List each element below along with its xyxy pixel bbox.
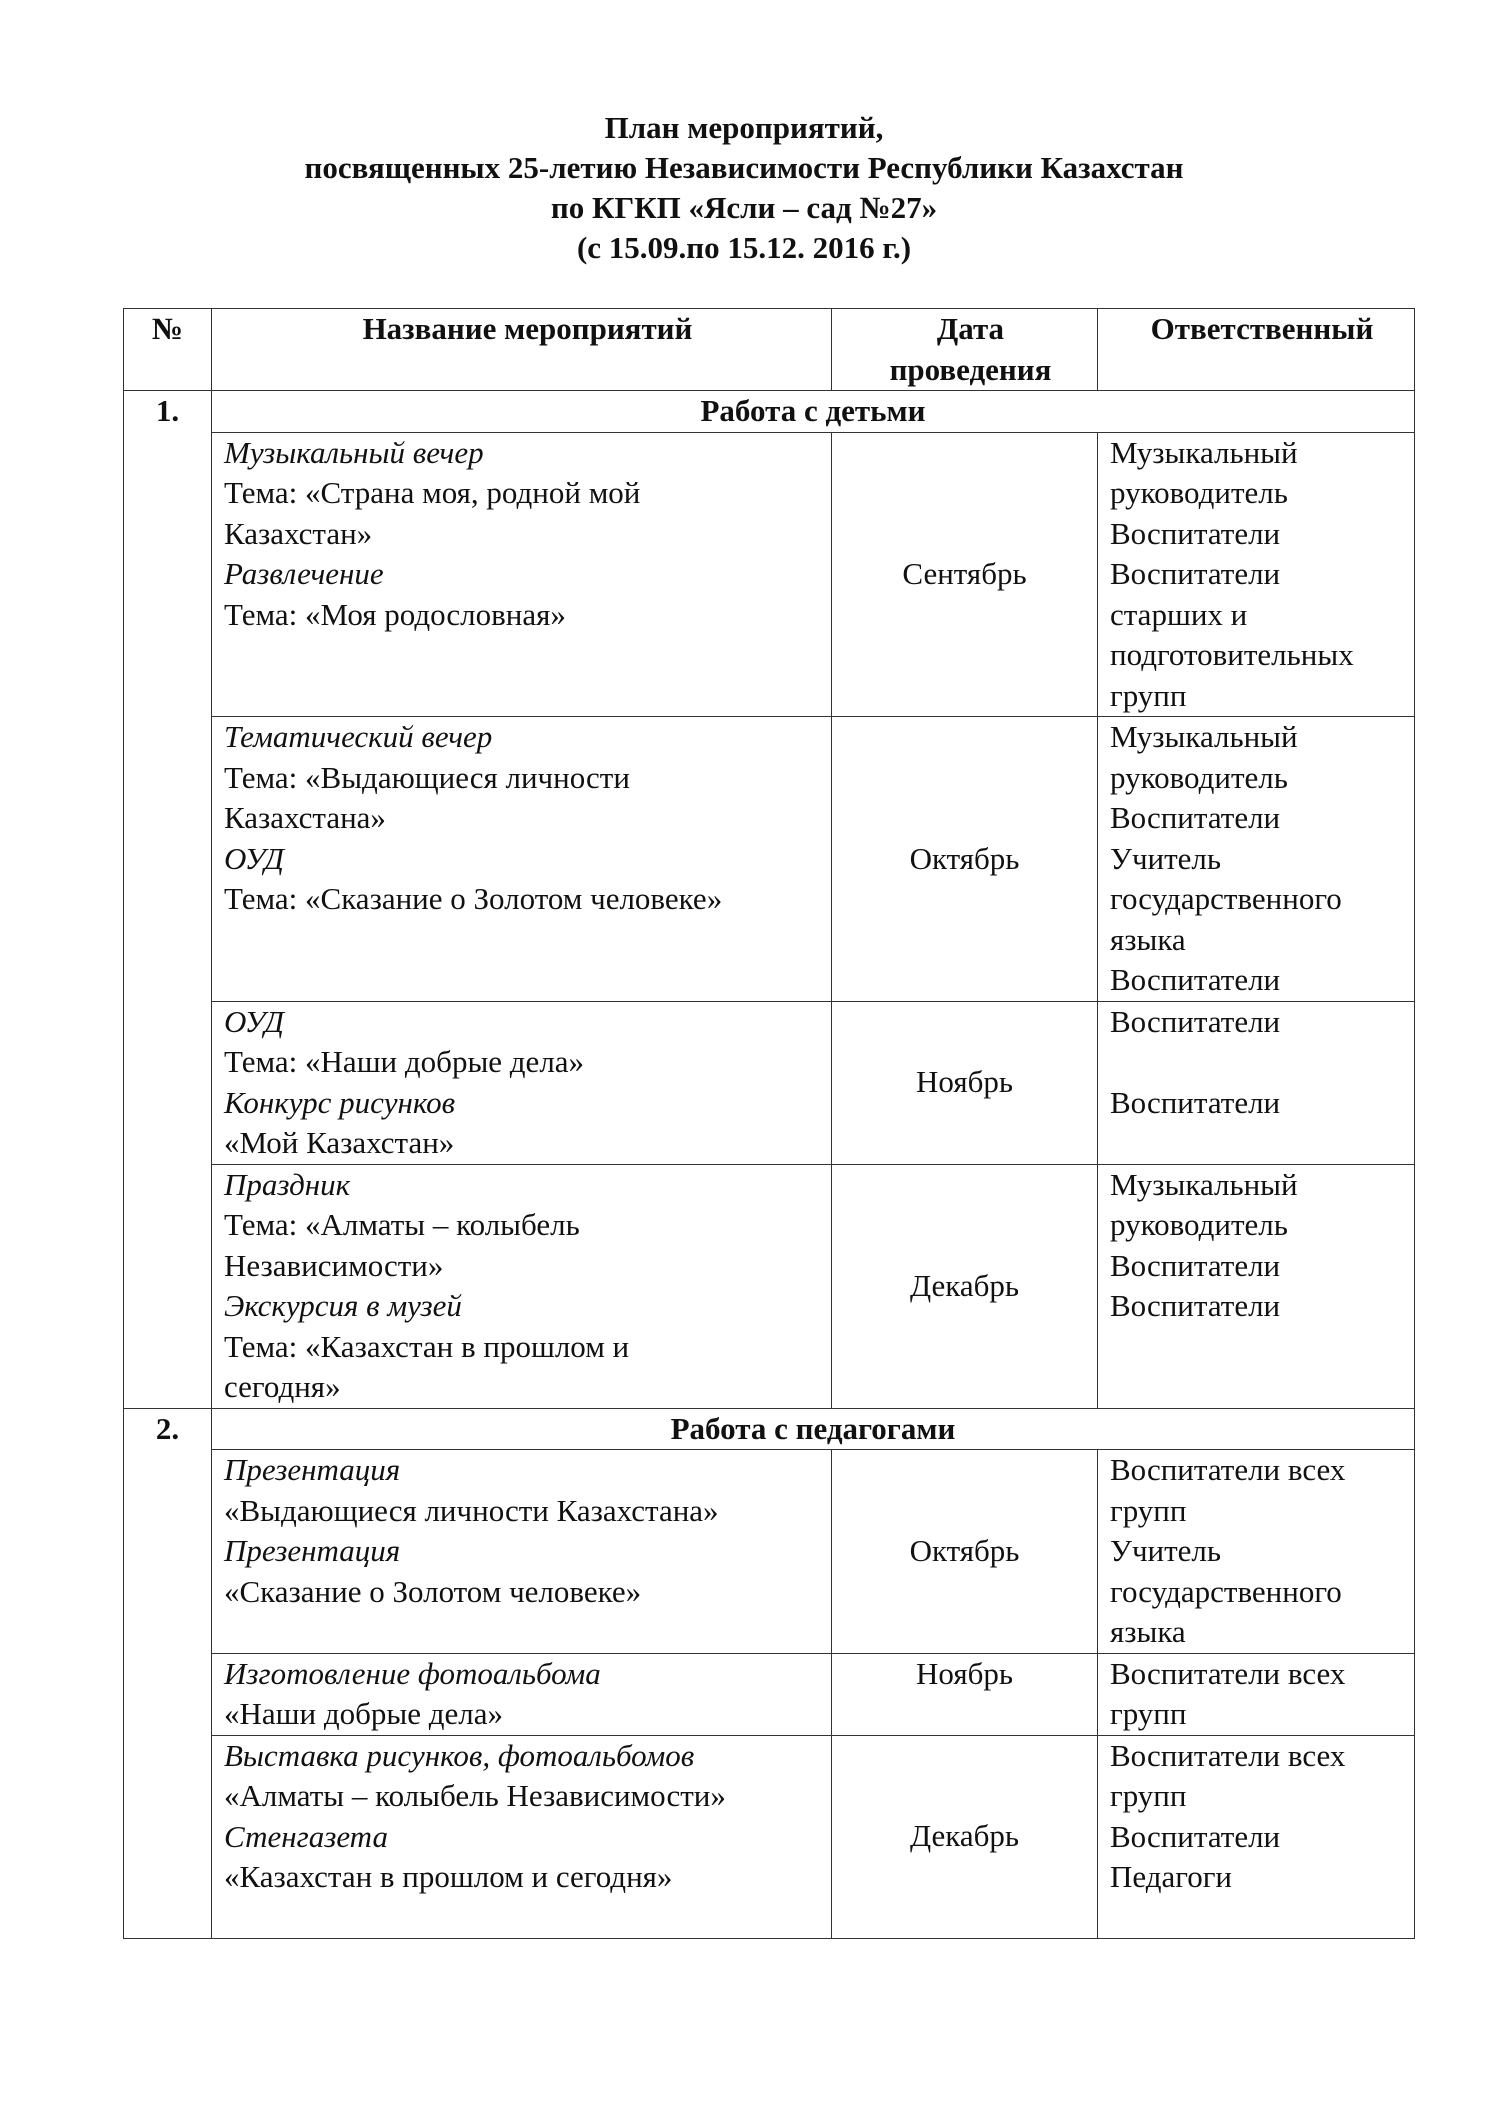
event-date: Ноябрь (832, 1001, 1098, 1164)
event-line: Тема: «Моя родословная» (224, 596, 566, 632)
table-row (124, 717, 1415, 1002)
event-line: Казахстан» (224, 515, 373, 551)
section-number: 1. (124, 391, 212, 1409)
event-type: Праздник (224, 1166, 351, 1202)
table-row (124, 1735, 1415, 1938)
table-row (124, 1001, 1415, 1164)
responsible-cell (1098, 717, 1415, 1002)
responsible-line: Воспитатели (1110, 800, 1281, 835)
responsible-cell (1098, 1653, 1415, 1735)
event-line: Тема: «Сказание о Золотом человеке» (224, 881, 723, 916)
title-line-1: План мероприятий, (604, 110, 884, 145)
table-row (124, 1164, 1415, 1408)
section-row (124, 391, 1415, 433)
responsible-line: Учитель (1110, 840, 1222, 876)
header-responsible: Ответственный (1098, 309, 1415, 391)
event-type: Развлечение (224, 556, 384, 591)
event-name-cell (212, 1450, 832, 1654)
event-line: «Наши добрые дела» (224, 1696, 503, 1731)
event-line: «Казахстан в прошлом и сегодня» (224, 1859, 673, 1894)
table-header-row (124, 309, 1415, 391)
responsible-line: старших и (1110, 596, 1248, 632)
event-line: Тема: «Алматы – колыбель (224, 1207, 580, 1242)
event-type: Изготовление фотоальбома (224, 1655, 601, 1691)
responsible-line: Воспитатели (1110, 556, 1281, 591)
event-line: «Сказание о Золотом человеке» (224, 1573, 642, 1609)
responsible-line: Воспитатели всех (1110, 1655, 1346, 1691)
responsible-line: руководитель (1110, 475, 1288, 510)
responsible-line: Воспитатели (1110, 515, 1281, 551)
responsible-cell (1098, 1001, 1415, 1164)
event-type: ОУД (224, 840, 284, 876)
responsible-line: языка (1110, 921, 1186, 957)
responsible-cell (1098, 432, 1415, 717)
event-type: Экскурсия в музей (224, 1288, 462, 1323)
event-line: Казахстана» (224, 800, 386, 835)
event-type: Презентация (224, 1452, 401, 1487)
responsible-line: языка (1110, 1614, 1186, 1649)
event-date: Декабрь (832, 1735, 1098, 1938)
table-row (124, 1653, 1415, 1735)
section-number: 2. (124, 1408, 212, 1938)
responsible-line: Музыкальный (1110, 719, 1298, 754)
responsible-line: Музыкальный (1110, 434, 1298, 470)
event-type: Музыкальный вечер (224, 434, 484, 470)
responsible-cell (1098, 1450, 1415, 1654)
table-row (124, 432, 1415, 717)
responsible-line: групп (1110, 1778, 1187, 1813)
responsible-line: Воспитатели (1110, 962, 1281, 997)
header-date (832, 309, 1098, 391)
header-name: Название мероприятий (212, 309, 832, 391)
responsible-line: Учитель (1110, 1533, 1222, 1568)
event-date: Сентябрь (832, 432, 1098, 717)
responsible-line: Воспитатели (1110, 1247, 1281, 1283)
title-line-3: по КГКП «Ясли – сад №27» (550, 190, 938, 225)
responsible-cell (1098, 1735, 1415, 1938)
event-line: «Алматы – колыбель Независимости» (224, 1778, 726, 1813)
header-date-line-1: Дата (936, 311, 1005, 346)
responsible-spacer (1110, 1042, 1414, 1083)
event-line: Тема: «Страна моя, родной мой (224, 475, 641, 510)
responsible-line: руководитель (1110, 1207, 1288, 1242)
event-name-cell (212, 1735, 832, 1938)
event-line: Независимости» (224, 1247, 444, 1283)
event-name-cell (212, 432, 832, 717)
responsible-line: Воспитатели (1110, 1003, 1281, 1039)
event-name-cell (212, 1164, 832, 1408)
event-name-cell (212, 717, 832, 1002)
event-line: сегодня» (224, 1369, 341, 1404)
header-date-line-2: проведения (889, 351, 1052, 387)
title-line-4: (с 15.09.по 15.12. 2016 г.) (576, 230, 912, 265)
event-line: Тема: «Выдающиеся личности (224, 759, 630, 795)
responsible-line: руководитель (1110, 759, 1288, 795)
responsible-line: групп (1110, 1492, 1187, 1528)
responsible-line: Воспитатели (1110, 1818, 1281, 1854)
event-date: Октябрь (832, 717, 1098, 1002)
responsible-line: Воспитатели (1110, 1288, 1281, 1323)
event-line: «Мой Казахстан» (224, 1125, 455, 1160)
event-line: Тема: «Казахстан в прошлом и (224, 1328, 630, 1364)
event-line: Тема: «Наши добрые дела» (224, 1044, 585, 1079)
table-row (124, 1450, 1415, 1654)
responsible-line: Воспитатели (1110, 1084, 1281, 1120)
responsible-line: подготовительных (1110, 637, 1354, 672)
responsible-line: групп (1110, 677, 1187, 713)
responsible-line: групп (1110, 1696, 1187, 1731)
responsible-line: государственного (1110, 881, 1342, 916)
responsible-line: Воспитатели всех (1110, 1737, 1346, 1773)
section-row (124, 1408, 1415, 1450)
event-type: Тематический вечер (224, 719, 493, 754)
section-title: Работа с детьми (212, 391, 1415, 433)
event-name-cell (212, 1653, 832, 1735)
section-title: Работа с педагогами (212, 1408, 1415, 1450)
header-num: № (124, 309, 212, 391)
event-type: Стенгазета (224, 1818, 388, 1854)
event-date: Ноябрь (832, 1653, 1098, 1735)
event-type: Конкурс рисунков (224, 1084, 456, 1120)
responsible-line: Педагоги (1110, 1859, 1233, 1894)
event-date: Октябрь (832, 1450, 1098, 1654)
title-line-2: посвященных 25-летию Независимости Республики Казахстан (304, 150, 1184, 185)
responsible-line: Воспитатели всех (1110, 1452, 1346, 1487)
event-type: Презентация (224, 1533, 401, 1568)
responsible-line: Музыкальный (1110, 1166, 1298, 1202)
responsible-line: государственного (1110, 1573, 1342, 1609)
event-line: «Выдающиеся личности Казахстана» (224, 1492, 719, 1528)
event-name-cell (212, 1001, 832, 1164)
event-type: Выставка рисунков, фотоальбомов (224, 1737, 695, 1773)
document-title (0, 108, 1488, 268)
events-table (123, 308, 1415, 1939)
event-type: ОУД (224, 1003, 284, 1039)
responsible-cell (1098, 1164, 1415, 1408)
event-date: Декабрь (832, 1164, 1098, 1408)
